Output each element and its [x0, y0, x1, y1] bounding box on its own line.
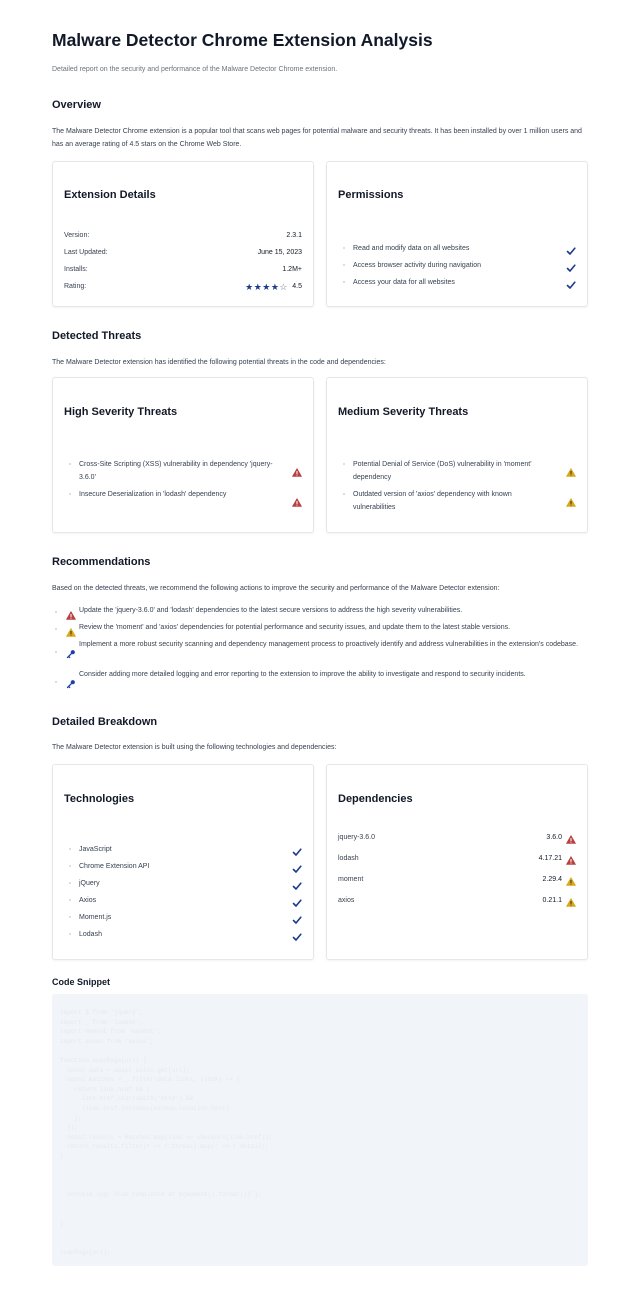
technologies-title: Technologies: [64, 793, 135, 805]
detail-row-installs: [64, 266, 302, 279]
medium-severity-title: Medium Severity Threats: [338, 406, 469, 418]
star-outline-icon: ☆: [279, 282, 288, 292]
dependency-version: 2.29.4: [542, 876, 562, 883]
medium-severity-icon: [66, 624, 76, 633]
bullet: [69, 493, 71, 495]
code-text: import $ from 'jquery'; import _ from 'lodash'; import moment from 'moment'; import axios from 'axios'; function scanPage(url) { const data = await axios.get(url); const matches = _.filter(data.links, (link) => { return link.href && ( link.href.startsWith('http') && !link.href.includes(window.location.host) ); }); const results = matches.map(link => checkUrl(link.href)); return results.filter(r => r.threat).map(r => r.detail); } console.log(`Scan completed at ${moment().format()}`); } scanPage(url);: [60, 1009, 273, 1256]
star-icon: ★: [245, 282, 254, 292]
bullet: [55, 628, 57, 630]
check-icon: [292, 912, 302, 922]
high-severity-card: [52, 377, 314, 533]
dependencies-title: Dependencies: [338, 793, 413, 805]
check-icon: [566, 277, 576, 287]
bullet: [69, 865, 71, 867]
dependency-name: lodash: [338, 855, 359, 862]
permissions-title: Permissions: [338, 189, 404, 201]
page-subtitle: Detailed report on the security and performance of the Malware Detector Chrome extension.: [52, 66, 338, 73]
technology-item: Axios: [79, 897, 97, 904]
bullet: [69, 916, 71, 918]
technologies-card: [52, 764, 314, 960]
medium-severity-icon: [566, 494, 576, 503]
bullet: [343, 264, 345, 266]
threats-heading: Detected Threats: [52, 330, 142, 342]
high-severity-icon: [566, 856, 576, 865]
check-icon: [292, 878, 302, 888]
breakdown-text: The Malware Detector extension is built using the following technologies and dependencies:: [52, 744, 337, 751]
bullet: [69, 933, 71, 935]
key-icon: [66, 676, 76, 686]
check-icon: [566, 260, 576, 270]
dependency-name: jquery-3.6.0: [338, 834, 375, 841]
extension-details-card: [52, 161, 314, 307]
high-severity-icon: [66, 607, 76, 616]
technology-item: JavaScript: [79, 846, 112, 853]
detail-row-updated: [64, 249, 302, 262]
recommendation-item: Review the 'moment' and 'axios' dependencies for potential performance and security issues, and update them to the latest stable versions.: [79, 624, 511, 631]
star-icon: ★: [270, 282, 280, 292]
bullet: [55, 681, 57, 683]
check-icon: [566, 243, 576, 253]
star-icon: ★: [262, 282, 271, 292]
detail-value: 2.3.1: [286, 232, 302, 239]
detail-label: Last Updated:: [64, 249, 108, 256]
rating-stars: [245, 282, 288, 293]
extension-details-title: Extension Details: [64, 189, 156, 201]
medium-severity-card: [326, 377, 588, 533]
recommendation-item: Consider adding more detailed logging and error reporting to the extension to improve the ability to investigate and respond to security incidents.: [79, 671, 526, 678]
bullet: [55, 651, 57, 653]
threat-item: Outdated version of 'axios' dependency with known vulnerabilities: [353, 491, 512, 511]
detail-value: 1.2M+: [282, 266, 302, 273]
threat-item: Potential Denial of Service (DoS) vulnerability in 'moment' dependency: [353, 461, 532, 481]
dependency-row: [338, 855, 576, 868]
detail-row-rating: [64, 283, 302, 296]
bullet: [69, 848, 71, 850]
dependency-version: 3.6.0: [546, 834, 562, 841]
dependency-version: 4.17.21: [538, 855, 562, 862]
detail-row-version: [64, 232, 302, 245]
recommendations-heading: Recommendations: [52, 556, 151, 568]
key-icon: [66, 646, 76, 656]
detail-label: Version:: [64, 232, 90, 239]
bullet: [69, 882, 71, 884]
code-block: [52, 994, 588, 1266]
dependency-version: 0.21.1: [542, 897, 562, 904]
bullet: [343, 463, 345, 465]
high-severity-icon: [292, 494, 302, 503]
check-icon: [292, 929, 302, 939]
overview-heading: Overview: [52, 99, 101, 111]
permission-item: Read and modify data on all websites: [353, 245, 470, 252]
bullet: [69, 899, 71, 901]
permission-item: Access your data for all websites: [353, 279, 455, 286]
high-severity-title: High Severity Threats: [64, 406, 178, 418]
dependency-row: [338, 897, 576, 910]
permission-item: Access browser activity during navigation: [353, 262, 482, 269]
dependency-row: [338, 876, 576, 889]
rating-value: 4.5: [292, 283, 302, 290]
technology-item: jQuery: [79, 880, 100, 887]
high-severity-icon: [566, 835, 576, 844]
star-icon: ★: [253, 282, 263, 292]
dependency-name: moment: [338, 876, 364, 883]
dependency-row: [338, 834, 576, 847]
technology-item: Lodash: [79, 931, 102, 938]
threat-item: Insecure Deserialization in 'lodash' dependency: [79, 491, 227, 498]
bullet: [343, 247, 345, 249]
bullet: [343, 281, 345, 283]
dependency-name: axios: [338, 897, 355, 904]
recommendations-text: Based on the detected threats, we recommend the following actions to improve the security and performance of the Malware Detector extension:: [52, 585, 500, 592]
recommendation-item: Implement a more robust security scanning and dependency management process to proactively identify and address vulnerabilities in the extension's codebase.: [79, 641, 579, 648]
dependencies-card: [326, 764, 588, 960]
check-icon: [292, 844, 302, 854]
technology-item: Moment.js: [79, 914, 112, 921]
threat-item: Cross-Site Scripting (XSS) vulnerability in dependency 'jquery-3.6.0': [79, 461, 273, 481]
page-title: Malware Detector Chrome Extension Analysis: [52, 30, 433, 50]
medium-severity-icon: [566, 464, 576, 473]
check-icon: [292, 861, 302, 871]
overview-text: The Malware Detector Chrome extension is a popular tool that scans web pages for potential malware and security threats. It has been installed by over 1 million users and has an average rating of 4.5 stars on the Chrome Web Store.: [52, 128, 582, 148]
recommendation-item: Update the 'jquery-3.6.0' and 'lodash' dependencies to the latest secure versions to address the high severity vulnerabilities.: [79, 607, 463, 614]
detail-label: Rating:: [64, 283, 87, 290]
technology-item: Chrome Extension API: [79, 863, 150, 870]
breakdown-heading: Detailed Breakdown: [52, 716, 158, 728]
detail-label: Installs:: [64, 266, 88, 273]
medium-severity-icon: [566, 898, 576, 907]
medium-severity-icon: [566, 877, 576, 886]
threats-text: The Malware Detector extension has identified the following potential threats in the code and dependencies:: [52, 359, 386, 366]
permissions-card: [326, 161, 588, 307]
check-icon: [292, 895, 302, 905]
bullet: [69, 463, 71, 465]
code-snippet-heading: Code Snippet: [52, 977, 110, 987]
high-severity-icon: [292, 464, 302, 473]
bullet: [343, 493, 345, 495]
bullet: [55, 611, 57, 613]
detail-value: June 15, 2023: [257, 249, 302, 256]
